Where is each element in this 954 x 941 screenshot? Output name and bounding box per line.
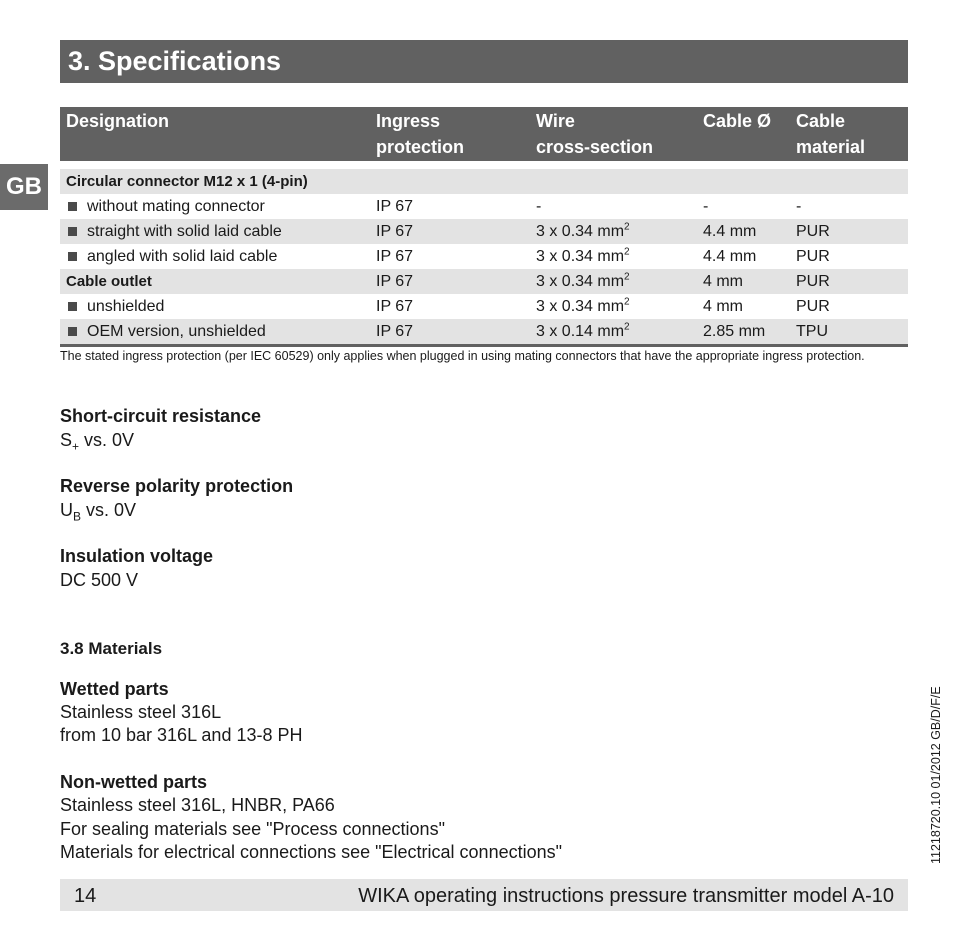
- cell-cable: 4.4 mm: [703, 248, 757, 265]
- insulation-value: DC 500 V: [60, 570, 139, 590]
- page-footer: [60, 879, 908, 911]
- bullet-square-icon: [68, 227, 77, 236]
- cell-wire: 3 x 0.34 $mm^2$: [536, 246, 630, 265]
- cell-material: -: [796, 198, 802, 215]
- bullet-square-icon: [68, 252, 77, 261]
- cell-cable: 4 mm: [703, 298, 743, 315]
- specifications-table: [60, 107, 908, 347]
- cell-wire: 3 x 0.34 $mm^2$: [530, 269, 697, 294]
- document-code: 11218720.10 01/2012 GB/D/F/E: [929, 686, 943, 864]
- cell-cable: -: [703, 198, 709, 215]
- header-wire-cross-section: Wire cross-section: [530, 107, 697, 161]
- cell-ingress: IP 67: [370, 219, 530, 244]
- ingress-note: The stated ingress protection (per IEC 60529) only applies when plugged in using mating connectors that have the appropriate ingress protection.: [60, 349, 865, 363]
- reverse-polarity-heading: Reverse polarity protection: [60, 476, 294, 496]
- cell-ingress: IP 67: [376, 298, 414, 315]
- wetted-parts-line: from 10 bar 316L and 13-8 PH: [60, 725, 303, 745]
- cell-designation: without mating connector: [60, 194, 370, 219]
- cell-wire: 3 x 0.34 $mm^2$: [530, 219, 697, 244]
- table-spacer: [60, 161, 908, 169]
- table-row: [60, 244, 908, 269]
- cell-material: PUR: [790, 269, 908, 294]
- cell-cable: 4.4 mm: [697, 219, 790, 244]
- wetted-parts-line: Stainless steel 316L: [60, 702, 222, 722]
- insulation-heading: Insulation voltage: [60, 546, 214, 566]
- language-tab-label: GB: [6, 173, 42, 200]
- cell-designation: OEM version, unshielded: [60, 319, 370, 346]
- bullet-square-icon: [68, 302, 77, 311]
- cell-cable: 2.85 mm: [697, 319, 790, 346]
- cell-material: PUR: [790, 219, 908, 244]
- table-row: [60, 194, 908, 219]
- header-cable-diameter: Cable Ø: [697, 107, 790, 161]
- language-tab: [0, 164, 48, 210]
- header-cable-material: Cable material: [790, 107, 908, 161]
- short-circuit-value: $S_+$ vs. 0V: [60, 430, 135, 454]
- cell-wire: 3 x 0.34 $mm^2$: [536, 296, 630, 315]
- cell-designation: angled with solid laid cable: [60, 244, 370, 269]
- cell-material: PUR: [796, 248, 830, 265]
- cell-ingress: IP 67: [376, 198, 414, 215]
- cell-material: PUR: [796, 298, 830, 315]
- bullet-square-icon: [68, 327, 77, 336]
- table-row: [60, 219, 908, 244]
- cell-wire: 3 x 0.14 $mm^2$: [530, 319, 697, 346]
- footer-text: WIKA operating instructions pressure transmitter model A-10: [358, 885, 894, 907]
- non-wetted-parts-line: Stainless steel 316L, HNBR, PA66: [60, 795, 335, 815]
- cell-ingress: IP 67: [376, 248, 414, 265]
- page-title: 3. Specifications: [68, 46, 282, 76]
- section-title-bar: [60, 40, 908, 83]
- table-row: [60, 319, 908, 346]
- table-row: [60, 169, 908, 194]
- materials-heading: 3.8 Materials: [60, 639, 163, 658]
- table-row: [60, 269, 908, 294]
- non-wetted-parts-heading: Non-wetted parts: [60, 772, 208, 792]
- cell-designation: unshielded: [60, 294, 370, 319]
- non-wetted-parts-line: Materials for electrical connections see "Electrical connections": [60, 842, 563, 862]
- wetted-parts-heading: Wetted parts: [60, 679, 169, 699]
- table-header-row: [60, 107, 908, 161]
- cell-designation: straight with solid laid cable: [60, 219, 370, 244]
- cell-ingress: IP 67: [370, 269, 530, 294]
- page-number: 14: [74, 885, 97, 907]
- cell-wire: -: [536, 198, 542, 215]
- cell-ingress: IP 67: [370, 319, 530, 346]
- header-ingress-protection: Ingress protection: [370, 107, 530, 161]
- non-wetted-parts-line: For sealing materials see "Process connections": [60, 819, 445, 839]
- group-label: Cable outlet: [60, 269, 370, 294]
- bullet-square-icon: [68, 202, 77, 211]
- short-circuit-heading: Short-circuit resistance: [60, 406, 262, 426]
- group-label: Circular connector M12 x 1 (4-pin): [60, 169, 908, 194]
- cell-material: TPU: [790, 319, 908, 346]
- reverse-polarity-value: $U_B$ vs. 0V: [60, 500, 137, 524]
- table-row: [60, 294, 908, 319]
- header-designation: Designation: [60, 107, 370, 161]
- cell-cable: 4 mm: [697, 269, 790, 294]
